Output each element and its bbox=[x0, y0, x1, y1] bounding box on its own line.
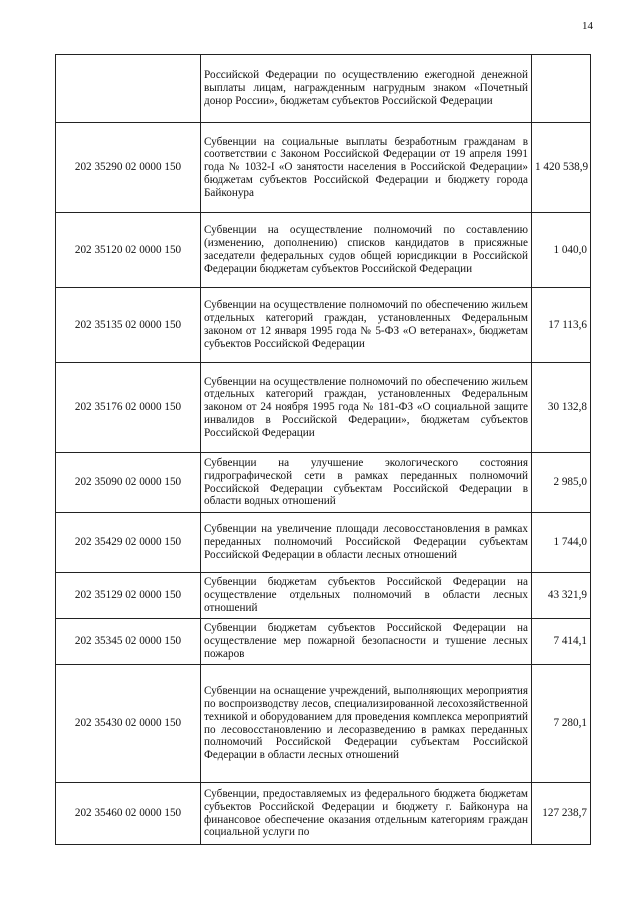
budget-code-cell: 202 35429 02 0000 150 bbox=[56, 513, 201, 573]
budget-code-cell: 202 35430 02 0000 150 bbox=[56, 665, 201, 783]
table-row bbox=[56, 123, 591, 213]
budget-code-cell: 202 35129 02 0000 150 bbox=[56, 573, 201, 619]
description-cell: Субвенции на осуществление полномочий по обеспечению жильем отдельных категорий граждан, установленных Федеральным законом от 24 ноября 1995 года № 181-ФЗ «О социальной защите инвалидов в Российской Федерации», бюджетам субъектов Российской Федерации bbox=[201, 363, 532, 453]
table-row bbox=[56, 619, 591, 665]
table-row bbox=[56, 783, 591, 845]
amount-cell bbox=[532, 55, 591, 123]
amount-cell: 7 280,1 bbox=[532, 665, 591, 783]
table-row bbox=[56, 363, 591, 453]
amount-cell: 7 414,1 bbox=[532, 619, 591, 665]
description-cell: Субвенции, предоставляемых из федерального бюджета бюджетам субъектов Российской Федерации и бюджету г. Байконура на финансовое обеспечение оказания отдельным категориям граждан социальной услуги по bbox=[201, 783, 532, 845]
amount-cell: 17 113,6 bbox=[532, 288, 591, 363]
table-row bbox=[56, 665, 591, 783]
budget-code-cell: 202 35090 02 0000 150 bbox=[56, 453, 201, 513]
table-row bbox=[56, 213, 591, 288]
table-row bbox=[56, 573, 591, 619]
amount-cell: 43 321,9 bbox=[532, 573, 591, 619]
description-cell: Российской Федерации по осуществлению ежегодной денежной выплаты лицам, награжденным нагрудным знаком «Почетный донор России», бюджетам субъектов Российской Федерации bbox=[201, 55, 532, 123]
description-cell: Субвенции на улучшение экологического состояния гидрографической сети в рамках переданных полномочий Российской Федерации субъектам Российской Федерации в области водных отношений bbox=[201, 453, 532, 513]
table-row bbox=[56, 513, 591, 573]
amount-cell: 1 744,0 bbox=[532, 513, 591, 573]
description-cell: Субвенции на осуществление полномочий по составлению (изменению, дополнению) списков кандидатов в присяжные заседатели федеральных судов общей юрисдикции в Российской Федерации бюджетам субъектов Российской Федерации bbox=[201, 213, 532, 288]
budget-code-cell: 202 35460 02 0000 150 bbox=[56, 783, 201, 845]
description-cell: Субвенции бюджетам субъектов Российской Федерации на осуществление мер пожарной безопасности и тушение лесных пожаров bbox=[201, 619, 532, 665]
amount-cell: 1 420 538,9 bbox=[532, 123, 591, 213]
budget-table bbox=[55, 54, 591, 845]
budget-code-cell: 202 35120 02 0000 150 bbox=[56, 213, 201, 288]
description-cell: Субвенции на увеличение площади лесовосстановления в рамках переданных полномочий Российской Федерации субъектам Российской Федерации в области лесных отношений bbox=[201, 513, 532, 573]
budget-code-cell: 202 35290 02 0000 150 bbox=[56, 123, 201, 213]
table-row bbox=[56, 453, 591, 513]
description-cell: Субвенции на оснащение учреждений, выполняющих мероприятия по воспроизводству лесов, специализированной лесохозяйственной техникой и оборудованием для проведения комплекса мероприятий по лесовосстановлению и лесоразведению в рамках переданных полномочий Российской Федерации субъектам Российской Федерации в области лесных отношений bbox=[201, 665, 532, 783]
amount-cell: 127 238,7 bbox=[532, 783, 591, 845]
table-row bbox=[56, 55, 591, 123]
table-row bbox=[56, 288, 591, 363]
description-cell: Субвенции на социальные выплаты безработным гражданам в соответствии с Законом Российской Федерации от 19 апреля 1991 года № 1032-I «О занятости населения в Российской Федерации» бюджетам субъектов Российской Федерации и бюджету города Байконура bbox=[201, 123, 532, 213]
amount-cell: 30 132,8 bbox=[532, 363, 591, 453]
budget-code-cell: 202 35176 02 0000 150 bbox=[56, 363, 201, 453]
amount-cell: 1 040,0 bbox=[532, 213, 591, 288]
description-cell: Субвенции на осуществление полномочий по обеспечению жильем отдельных категорий граждан, установленных Федеральным законом от 12 января 1995 года № 5-ФЗ «О ветеранах», бюджетам субъектов Российской Федерации bbox=[201, 288, 532, 363]
page-number: 14 bbox=[582, 20, 593, 32]
budget-code-cell: 202 35135 02 0000 150 bbox=[56, 288, 201, 363]
description-cell: Субвенции бюджетам субъектов Российской Федерации на осуществление отдельных полномочий в области лесных отношений bbox=[201, 573, 532, 619]
budget-code-cell bbox=[56, 55, 201, 123]
budget-code-cell: 202 35345 02 0000 150 bbox=[56, 619, 201, 665]
amount-cell: 2 985,0 bbox=[532, 453, 591, 513]
